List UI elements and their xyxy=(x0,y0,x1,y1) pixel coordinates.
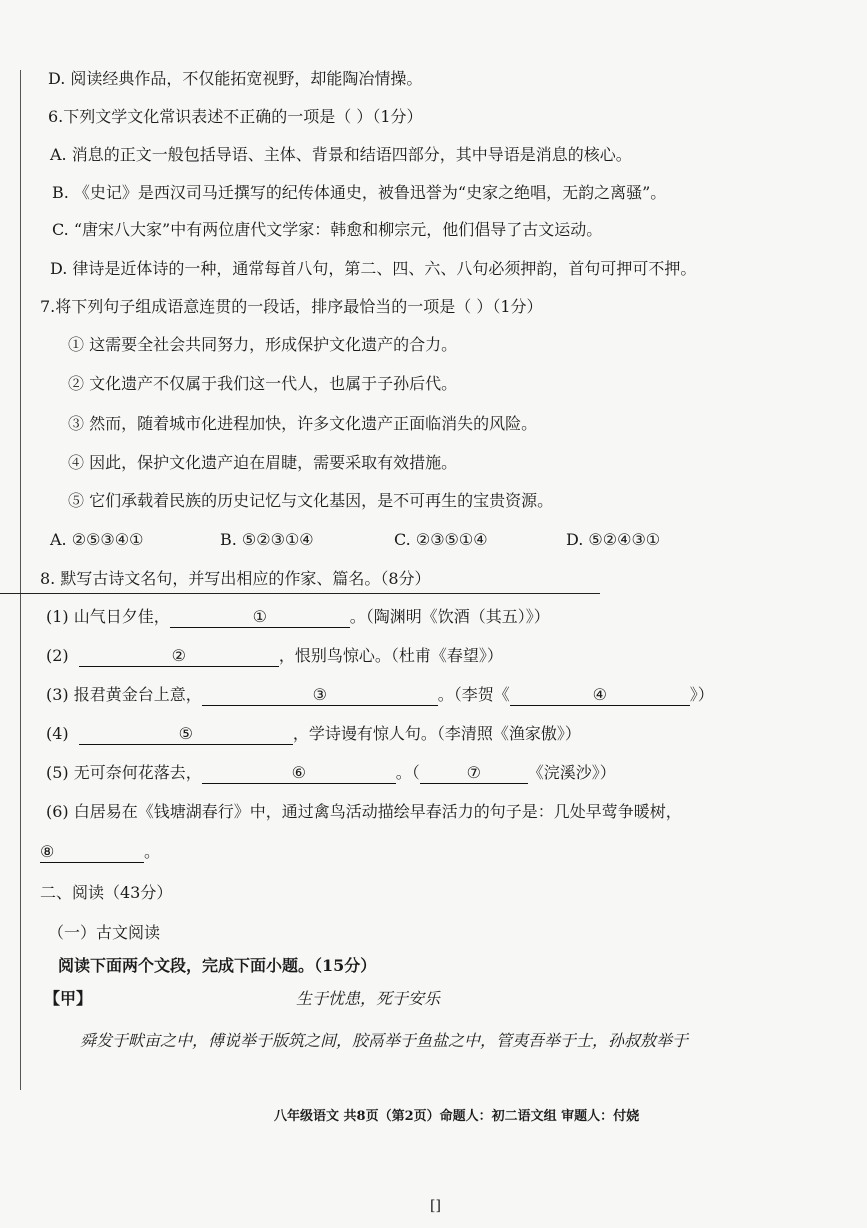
q8-blank-2[interactable]: ② xyxy=(79,646,279,667)
q8-line-6 xyxy=(46,801,682,823)
q8-l6-text: (6) 白居易在《钱塘湖春行》中，通过禽鸟活动描绘早春活力的句子是：几处早莺争暖树， xyxy=(46,802,682,821)
section-reading-title: 二、阅读（43分） xyxy=(40,883,173,902)
q7-sentence-1: ① 这需要全社会共同努力，形成保护文化遗产的合力。 xyxy=(68,335,458,354)
q6-option-b: B. 《史记》是西汉司马迁撰写的纪传体通史，被鲁迅誉为“史家之绝唱，无韵之离骚”。 xyxy=(52,183,667,202)
q5-option-d: D. 阅读经典作品，不仅能拓宽视野，却能陶冶情操。 xyxy=(48,69,423,88)
q8-l3-prefix: (3) 报君黄金台上意， xyxy=(46,685,202,704)
q8-line-5 xyxy=(46,762,616,784)
q6-stem: 6.下列文学文化常识表述不正确的一项是（ ）（1分） xyxy=(48,107,423,126)
margin-line xyxy=(20,70,21,1090)
q7-choice-a[interactable]: A. ②⑤③④① xyxy=(50,530,144,549)
q7-choice-b[interactable]: B. ⑤②③①④ xyxy=(220,530,314,549)
q8-line-3 xyxy=(46,684,714,706)
q7-choice-d[interactable]: D. ⑤②④③① xyxy=(566,530,661,549)
q8-line-4 xyxy=(46,723,581,745)
q8-line-1 xyxy=(46,606,550,628)
passage-title: 生于忧患，死于安乐 xyxy=(296,989,441,1008)
q8-blank-7[interactable]: ⑦ xyxy=(420,763,528,784)
q8-l5-prefix: (5) 无可奈何花落去， xyxy=(46,763,202,782)
q6-option-d: D. 律诗是近体诗的一种，通常每首八句，第二、四、六、八句必须押韵，首句可押可不押。 xyxy=(50,259,697,278)
q8-l3-middle: 。（李贺《 xyxy=(437,685,510,704)
q7-sentence-5: ⑤ 它们承载着民族的历史记忆与文化基因，是不可再生的宝贵资源。 xyxy=(68,491,554,510)
q6-option-c: C. “唐宋八大家”中有两位唐代文学家：韩愈和柳宗元，他们倡导了古文运动。 xyxy=(52,220,603,239)
q8-l3-suffix: 》） xyxy=(689,685,714,704)
q8-blank-1[interactable]: ① xyxy=(170,607,350,628)
q8-l2-suffix: ，恨别鸟惊心。（杜甫《春望》） xyxy=(278,646,503,665)
q8-blank-8[interactable]: ⑧ xyxy=(40,842,144,863)
q6-option-a: A. 消息的正文一般包括导语、主体、背景和结语四部分，其中导语是消息的核心。 xyxy=(50,145,632,164)
q8-l1-prefix: (1) 山气日夕佳， xyxy=(46,607,170,626)
reading-instruction: 阅读下面两个文段，完成下面小题。（15分） xyxy=(58,956,377,975)
q8-blank-6[interactable]: ⑥ xyxy=(202,763,396,784)
q7-choice-c[interactable]: C. ②③⑤①④ xyxy=(394,530,488,549)
q7-stem: 7.将下列句子组成语意连贯的一段话，排序最恰当的一项是（ ）（1分） xyxy=(40,297,543,316)
q8-l5-middle: 。（ xyxy=(395,763,420,782)
q8-l4-prefix: (4) xyxy=(46,724,69,743)
q8-l1-suffix: 。（陶渊明《饮酒（其五）》） xyxy=(349,607,550,626)
passage-jia-label: 【甲】 xyxy=(44,989,93,1008)
q8-l2-prefix: (2) xyxy=(46,646,69,665)
subsection-classical: （一）古文阅读 xyxy=(48,923,161,942)
page-footer: 八年级语文 共8页（第2页）命题人：初二语文组 审题人：付娆 xyxy=(274,1109,640,1124)
passage-text: 舜发于畎亩之中，傅说举于版筑之间，胶鬲举于鱼盐之中，管夷吾举于士，孙叔敖举于 xyxy=(80,1031,689,1050)
q8-blank-3[interactable]: ③ xyxy=(202,685,438,706)
q8-l4-suffix: ，学诗谩有惊人句。（李清照《渔家傲》） xyxy=(292,724,581,743)
q7-sentence-2: ② 文化遗产不仅属于我们这一代人，也属于子孙后代。 xyxy=(68,374,458,393)
q8-blank-4[interactable]: ④ xyxy=(510,685,690,706)
q7-choices xyxy=(50,529,750,551)
q8-line-2 xyxy=(46,645,503,667)
page-mark: [] xyxy=(430,1198,441,1214)
q7-sentence-3: ③ 然而，随着城市化进程加快，许多文化遗产正面临消失的风险。 xyxy=(68,414,538,433)
q8-l6-end: 。 xyxy=(144,842,161,861)
q8-line-6-cont xyxy=(40,841,160,863)
fold-line xyxy=(0,593,600,594)
q7-sentence-4: ④ 因此，保护文化遗产迫在眉睫，需要采取有效措施。 xyxy=(68,453,458,472)
q8-l5-suffix: 《浣溪沙》） xyxy=(527,763,616,782)
q8-blank-5[interactable]: ⑤ xyxy=(79,724,293,745)
q8-stem: 8. 默写古诗文名句，并写出相应的作家、篇名。（8分） xyxy=(40,569,431,588)
